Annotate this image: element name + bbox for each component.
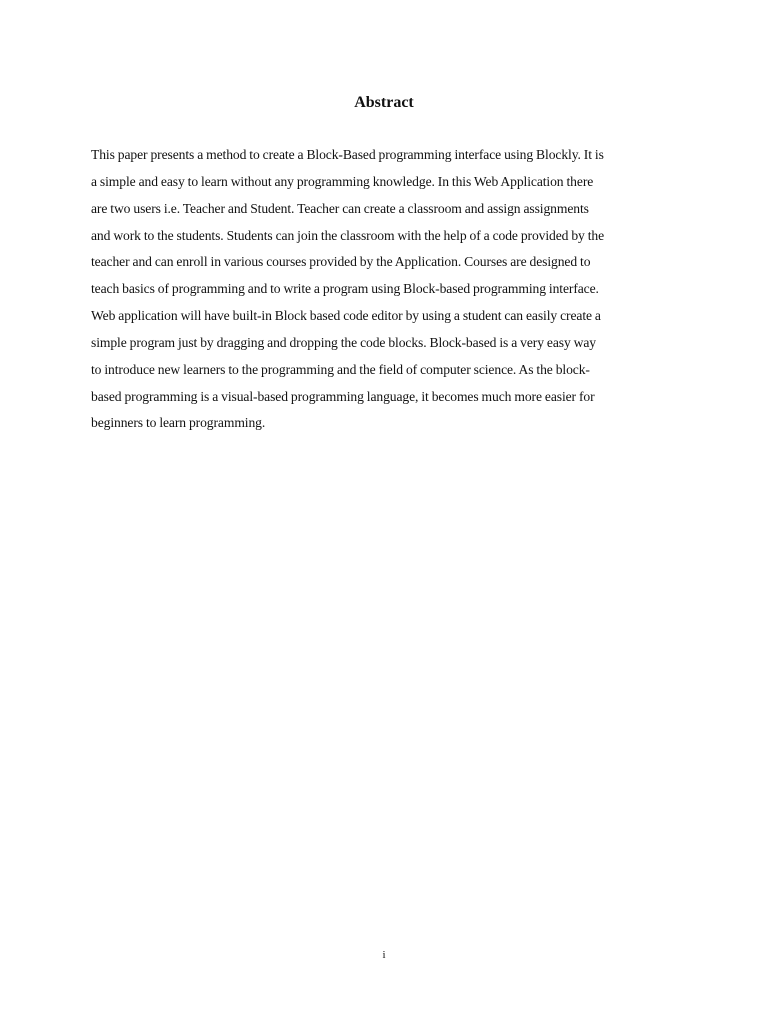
paragraph-line: and work to the students. Students can join the classroom with the help of a code provided by the bbox=[91, 227, 605, 243]
paragraph-line: are two users i.e. Teacher and Student. Teacher can create a classroom and assign assignments bbox=[91, 200, 589, 216]
paragraph-line: based programming is a visual-based programming language, it becomes much more easier for bbox=[91, 388, 595, 404]
paragraph-line: teacher and can enroll in various courses provided by the Application. Courses are designed to bbox=[91, 254, 591, 270]
page-title: Abstract bbox=[354, 94, 414, 111]
page-number: i bbox=[382, 949, 386, 961]
abstract-paragraph bbox=[91, 142, 681, 437]
paragraph-line: beginners to learn programming. bbox=[91, 415, 266, 431]
paragraph-line: simple program just by dragging and dropping the code blocks. Block-based is a very easy way bbox=[91, 334, 597, 350]
paragraph-line: a simple and easy to learn without any programming knowledge. In this Web Application there bbox=[91, 173, 594, 189]
paragraph-line: This paper presents a method to create a Block-Based programming interface using Blockly. It is bbox=[91, 147, 604, 162]
paragraph-line: teach basics of programming and to write a program using Block-based programming interface. bbox=[91, 281, 599, 297]
paragraph-line: to introduce new learners to the programming and the field of computer science. As the block- bbox=[91, 361, 590, 377]
paragraph-line: Web application will have built-in Block based code editor by using a student can easily create a bbox=[91, 308, 601, 324]
